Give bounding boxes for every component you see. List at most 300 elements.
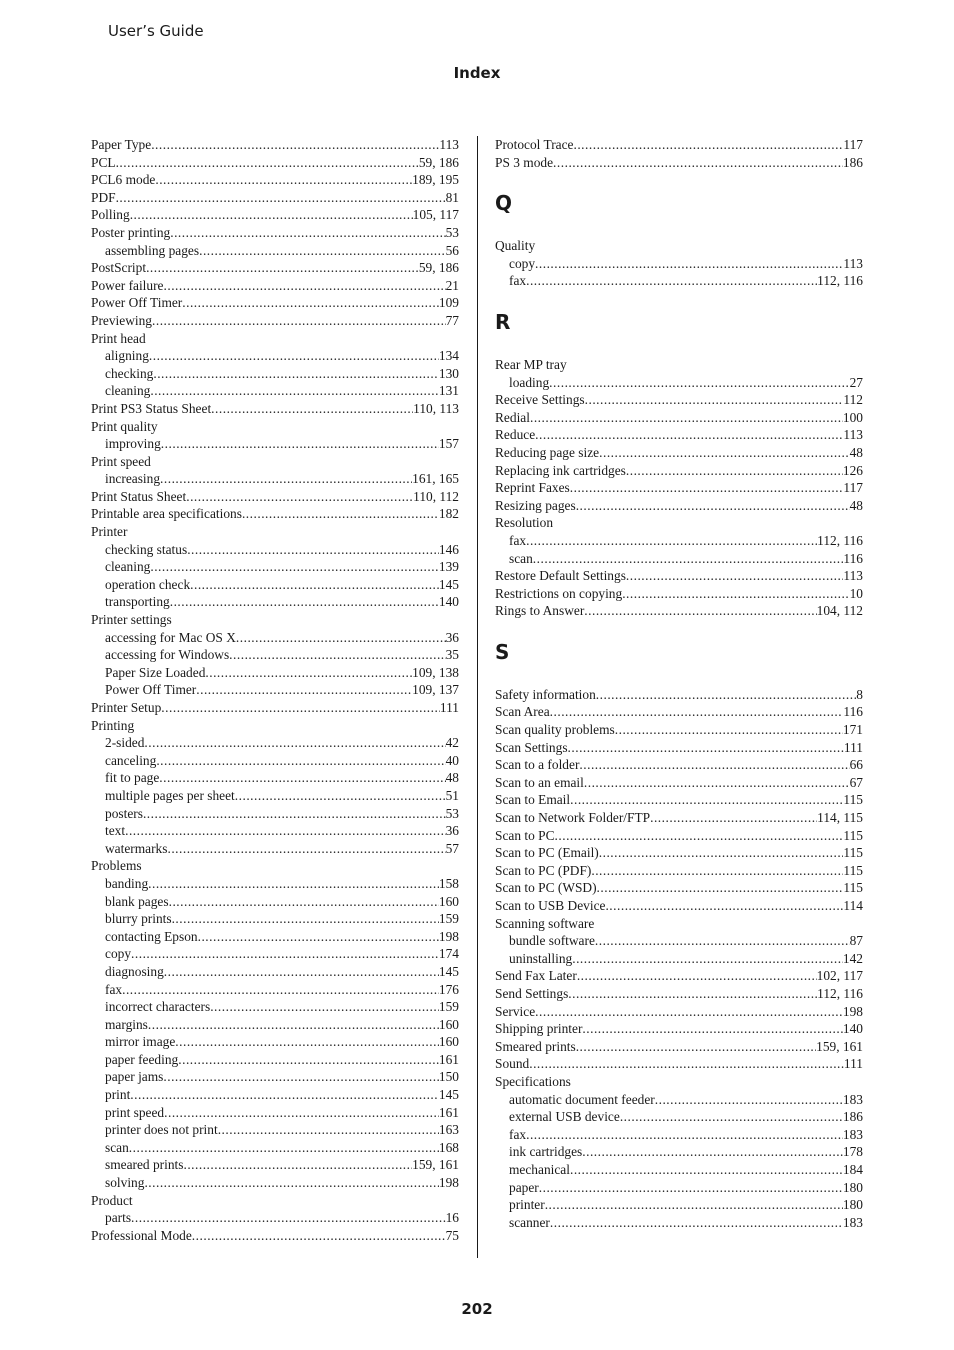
index-term: copy	[509, 255, 536, 271]
index-term: Power Off Timer	[105, 682, 197, 698]
index-page-refs: 183	[842, 1126, 863, 1142]
dot-leader	[650, 809, 817, 827]
index-page-refs: 158	[438, 875, 459, 891]
index-subentry	[495, 1214, 863, 1232]
index-term: diagnosing	[105, 963, 164, 979]
index-page-refs: 115	[843, 880, 863, 896]
index-entry	[495, 862, 863, 880]
index-entry	[495, 686, 863, 704]
index-page-refs: 146	[438, 541, 459, 557]
dot-leader	[526, 532, 817, 550]
index-term: parts	[105, 1210, 132, 1226]
index-page-refs: 161, 165	[412, 471, 459, 487]
index-page-refs: 53	[445, 224, 459, 240]
dot-leader	[622, 585, 849, 603]
dot-leader	[535, 1003, 843, 1021]
dot-leader	[530, 409, 843, 427]
index-subentry	[91, 681, 459, 699]
index-term: cleaning	[105, 383, 151, 399]
index-subentry	[91, 1209, 459, 1227]
index-entry	[495, 809, 863, 827]
index-term: transporting	[105, 594, 170, 610]
dot-leader	[148, 875, 439, 893]
index-subentry	[91, 1156, 459, 1174]
index-term: Specifications	[495, 1073, 571, 1089]
index-term: Scan to an email	[495, 774, 584, 790]
index-term: scanner	[509, 1214, 550, 1230]
dot-leader	[597, 879, 844, 897]
dot-leader	[526, 1126, 843, 1144]
index-entry	[495, 426, 863, 444]
index-term: Power Off Timer	[91, 295, 183, 311]
dot-leader	[151, 136, 439, 154]
dot-leader	[570, 791, 843, 809]
index-subentry	[91, 1139, 459, 1157]
index-page-refs: 77	[445, 312, 459, 328]
index-page-refs: 161	[438, 1104, 459, 1120]
dot-leader	[655, 1091, 843, 1109]
index-page-refs: 160	[438, 893, 459, 909]
index-page-refs: 8	[856, 686, 863, 702]
index-term: Redial	[495, 409, 530, 425]
index-entry	[495, 827, 863, 845]
dot-leader	[129, 1139, 439, 1157]
index-term: Protocol Trace	[495, 137, 574, 152]
index-page-refs: 157	[438, 436, 459, 452]
index-term: watermarks	[105, 840, 168, 856]
index-entry	[495, 844, 863, 862]
index-page-refs: 115	[843, 845, 863, 861]
guide-title: User’s Guide	[108, 22, 204, 40]
index-page-refs: 145	[438, 576, 459, 592]
index-subentry	[91, 840, 459, 858]
index-term: fax	[509, 273, 527, 289]
index-term: scan	[509, 550, 533, 566]
dot-leader	[573, 136, 843, 154]
dot-leader	[130, 1086, 439, 1104]
index-subentry	[495, 1196, 863, 1214]
index-term: fit to page	[105, 770, 160, 786]
dot-leader	[183, 1156, 412, 1174]
index-term: assembling pages	[105, 242, 200, 258]
dot-leader	[584, 602, 816, 620]
dot-leader	[626, 462, 843, 480]
index-entry	[495, 444, 863, 462]
index-page-refs: 115	[843, 827, 863, 843]
index-entry	[495, 1038, 863, 1056]
index-subentry	[91, 752, 459, 770]
dot-leader	[605, 897, 843, 915]
index-term: Resolution	[495, 515, 554, 531]
dot-leader	[591, 862, 843, 880]
dot-leader	[596, 686, 857, 704]
index-term: Resizing pages	[495, 497, 576, 513]
index-term: print speed	[105, 1104, 165, 1120]
index-page-refs: 114	[843, 898, 863, 913]
index-term: printer	[509, 1197, 545, 1213]
index-letter-heading: Q	[495, 191, 513, 216]
index-term: fax	[509, 532, 527, 548]
index-subentry	[495, 1091, 863, 1109]
dot-leader	[585, 391, 844, 409]
index-subentry	[91, 1121, 459, 1139]
index-term: operation check	[105, 576, 191, 592]
index-page-refs: 48	[849, 497, 863, 513]
dot-leader	[160, 470, 412, 488]
index-column-right	[495, 136, 863, 1231]
index-page-refs: 117	[843, 480, 863, 496]
index-term: Printer	[91, 524, 128, 540]
index-page-refs: 109	[438, 295, 459, 311]
dot-leader	[192, 1227, 446, 1245]
index-page-refs: 178	[842, 1144, 863, 1160]
index-term: Quality	[495, 238, 536, 254]
index-term: Scan to PC	[495, 827, 555, 843]
index-subentry	[91, 893, 459, 911]
index-entry	[495, 985, 863, 1003]
index-subentry	[91, 593, 459, 611]
index-page-refs: 57	[445, 840, 459, 856]
dot-leader	[199, 242, 446, 260]
dot-leader	[218, 1121, 439, 1139]
index-page-refs: 51	[445, 787, 459, 803]
index-term: Send Fax Later	[495, 968, 577, 984]
index-term: Power failure	[91, 277, 164, 293]
index-entry	[91, 400, 459, 418]
index-page-refs: 102, 117	[816, 968, 863, 984]
index-page-refs: 35	[445, 647, 459, 663]
dot-leader	[116, 154, 419, 172]
index-page-refs: 163	[438, 1122, 459, 1138]
dot-leader	[615, 721, 843, 739]
index-term: Printing	[91, 717, 135, 733]
dot-leader	[178, 1051, 439, 1069]
dot-leader	[122, 981, 439, 999]
index-subentry	[495, 255, 863, 273]
index-entry	[495, 1073, 863, 1091]
index-page-refs: 36	[445, 629, 459, 645]
dot-leader	[182, 294, 439, 312]
dot-leader	[175, 1033, 439, 1051]
index-entry	[495, 237, 863, 255]
index-page-refs: 111	[843, 739, 863, 755]
index-term: loading	[509, 374, 550, 390]
index-page-refs: 48	[445, 770, 459, 786]
index-page-refs: 159, 161	[412, 1157, 459, 1173]
index-page-refs: 105, 117	[412, 207, 459, 223]
index-term: smeared prints	[105, 1157, 184, 1173]
dot-leader	[235, 787, 446, 805]
dot-leader	[198, 928, 439, 946]
index-subentry	[495, 272, 863, 290]
index-subentry	[91, 365, 459, 383]
index-subentry	[91, 242, 459, 260]
index-subentry	[91, 1086, 459, 1104]
index-term: Print PS3 Status Sheet	[91, 400, 212, 416]
index-entry	[495, 356, 863, 374]
index-entry	[495, 1055, 863, 1073]
index-page-refs: 110, 112	[413, 488, 459, 504]
index-term: accessing for Mac OS X	[105, 629, 236, 645]
index-entry	[495, 879, 863, 897]
dot-leader	[186, 488, 413, 506]
dot-leader	[236, 629, 446, 647]
index-page-refs: 131	[438, 383, 459, 399]
index-term: PCL6 mode	[91, 172, 156, 188]
index-subentry	[495, 374, 863, 392]
index-page-refs: 184	[842, 1161, 863, 1177]
dot-leader	[576, 497, 850, 515]
index-subentry	[91, 382, 459, 400]
index-entry	[91, 717, 459, 735]
dot-leader	[535, 426, 843, 444]
dot-leader	[125, 822, 446, 840]
index-subentry	[495, 1179, 863, 1197]
index-term: checking	[105, 365, 154, 381]
index-entry	[495, 479, 863, 497]
index-subentry	[91, 787, 459, 805]
index-term: Rings to Answer	[495, 603, 585, 619]
index-term: solving	[105, 1175, 145, 1191]
index-page-refs: 36	[445, 823, 459, 839]
dot-leader	[131, 1209, 446, 1227]
column-divider	[477, 136, 478, 1258]
dot-leader	[535, 255, 843, 273]
index-page-refs: 112, 116	[817, 532, 863, 548]
index-term: Smeared prints	[495, 1038, 576, 1054]
index-subentry	[91, 1051, 459, 1069]
index-term: uninstalling	[509, 950, 573, 966]
index-term: margins	[105, 1016, 148, 1032]
index-page-refs: 142	[842, 950, 863, 966]
index-term: Reduce	[495, 427, 536, 443]
dot-leader	[211, 400, 413, 418]
index-term: Reducing page size	[495, 444, 600, 460]
index-page-refs: 176	[438, 981, 459, 997]
index-entry	[91, 259, 459, 277]
dot-leader	[169, 893, 439, 911]
index-term: accessing for Windows	[105, 647, 230, 663]
index-page-refs: 115	[843, 862, 863, 878]
index-subentry	[91, 734, 459, 752]
index-term: copy	[105, 946, 132, 962]
index-term: Scan quality problems	[495, 722, 615, 738]
index-term: Service	[495, 1003, 536, 1019]
index-subentry	[91, 910, 459, 928]
dot-leader	[163, 1068, 439, 1086]
index-subentry	[91, 981, 459, 999]
index-term: Reprint Faxes	[495, 480, 570, 496]
index-term: Print Status Sheet	[91, 488, 187, 504]
index-term: print	[105, 1087, 131, 1103]
index-page-refs: 115	[843, 792, 863, 808]
index-subentry	[91, 646, 459, 664]
dot-leader	[550, 1214, 843, 1232]
index-entry	[495, 756, 863, 774]
index-term: Printable area specifications	[91, 506, 242, 522]
dot-leader	[153, 365, 439, 383]
index-page-refs: 130	[438, 365, 459, 381]
index-entry	[91, 523, 459, 541]
dot-leader	[242, 505, 439, 523]
index-page-refs: 145	[438, 1087, 459, 1103]
index-subentry	[495, 532, 863, 550]
index-page-refs: 160	[438, 1016, 459, 1032]
index-page-refs: 161	[438, 1051, 459, 1067]
index-term: external USB device	[509, 1109, 620, 1125]
index-page-refs: 183	[842, 1214, 863, 1230]
index-term: canceling	[105, 752, 157, 768]
index-term: aligning	[105, 348, 149, 364]
index-term: Poster printing	[91, 224, 171, 240]
index-page-refs: 16	[445, 1210, 459, 1226]
index-term: bundle software	[509, 933, 595, 949]
index-page-refs: 112	[843, 392, 863, 408]
dot-leader	[161, 435, 439, 453]
index-page-refs: 56	[445, 242, 459, 258]
index-term: Scan Area	[495, 704, 550, 720]
index-page-refs: 171	[842, 722, 863, 738]
index-page-refs: 109, 137	[412, 682, 459, 698]
dot-leader	[170, 224, 445, 242]
dot-leader	[146, 259, 419, 277]
index-page-refs: 112, 116	[817, 273, 863, 289]
index-subentry	[91, 664, 459, 682]
index-term: PS 3 mode	[495, 154, 554, 170]
dot-leader	[529, 1055, 844, 1073]
index-term: Scan to USB Device	[495, 898, 606, 913]
index-entry	[495, 154, 863, 172]
index-term: Product	[91, 1192, 133, 1208]
dot-leader	[539, 1179, 843, 1197]
dot-leader	[150, 382, 439, 400]
index-subentry	[495, 550, 863, 568]
index-page-refs: 126	[842, 462, 863, 478]
index-subentry	[495, 1126, 863, 1144]
index-entry	[91, 488, 459, 506]
index-entry	[91, 1227, 459, 1245]
dot-leader	[164, 963, 439, 981]
index-term: posters	[105, 805, 143, 821]
dot-leader	[599, 444, 849, 462]
index-term: Scan to PC (WSD)	[495, 880, 597, 896]
index-term: text	[105, 823, 126, 839]
index-entry	[91, 206, 459, 224]
index-page-refs: 159	[438, 999, 459, 1015]
index-page-refs: 110, 113	[413, 400, 459, 416]
index-term: blank pages	[105, 893, 169, 909]
index-subentry	[91, 822, 459, 840]
index-term: Scan to PC (Email)	[495, 845, 599, 861]
dot-leader	[155, 171, 412, 189]
index-term: cleaning	[105, 559, 151, 575]
index-letter-heading: S	[495, 639, 510, 664]
index-subentry	[91, 945, 459, 963]
index-term: Scan to Network Folder/FTP	[495, 810, 651, 826]
index-subentry	[91, 998, 459, 1016]
dot-leader	[159, 769, 445, 787]
index-page-refs: 21	[445, 277, 459, 293]
index-term: Scanning software	[495, 915, 595, 931]
index-page-refs: 113	[843, 255, 863, 271]
index-term: Scan Settings	[495, 739, 568, 755]
index-subentry	[91, 963, 459, 981]
dot-leader	[164, 277, 446, 295]
index-subentry	[91, 576, 459, 594]
index-page-refs: 160	[438, 1034, 459, 1050]
index-page-refs: 140	[842, 1021, 863, 1037]
dot-leader	[131, 945, 439, 963]
index-entry	[495, 602, 863, 620]
index-page-refs: 109, 138	[412, 664, 459, 680]
index-page-refs: 159, 161	[816, 1038, 863, 1054]
index-page-refs: 186	[842, 1109, 863, 1125]
dot-leader	[582, 1020, 843, 1038]
dot-leader	[172, 910, 439, 928]
index-page-refs: 113	[843, 568, 863, 584]
dot-leader	[156, 752, 445, 770]
index-term: blurry prints	[105, 911, 172, 927]
dot-leader	[196, 681, 412, 699]
dot-leader	[584, 774, 850, 792]
index-term: PCL	[91, 154, 116, 170]
index-term: banding	[105, 875, 149, 891]
index-term: Problems	[91, 858, 142, 874]
dot-leader	[555, 827, 844, 845]
index-page-refs: 113	[439, 137, 459, 152]
dot-leader	[144, 734, 445, 752]
index-entry	[91, 330, 459, 348]
index-entry	[91, 294, 459, 312]
index-entry	[91, 453, 459, 471]
index-term: PostScript	[91, 260, 147, 276]
index-page-refs: 42	[445, 735, 459, 751]
dot-leader	[167, 840, 445, 858]
index-page-refs: 198	[438, 1175, 459, 1191]
index-page-refs: 81	[445, 189, 459, 205]
dot-leader	[568, 739, 844, 757]
index-term: Scan to Email	[495, 792, 571, 808]
index-subentry	[91, 875, 459, 893]
index-entry	[495, 915, 863, 933]
index-letter-heading: R	[495, 309, 511, 334]
page-number: 202	[461, 1300, 493, 1318]
index-entry	[91, 611, 459, 629]
index-entry	[495, 774, 863, 792]
index-entry	[495, 739, 863, 757]
dot-leader	[190, 576, 439, 594]
index-term: Printer settings	[91, 612, 172, 628]
index-term: Scan to a folder	[495, 757, 580, 773]
index-entry	[495, 497, 863, 515]
dot-leader	[149, 347, 439, 365]
index-page-refs: 113	[843, 427, 863, 443]
index-term: fax	[509, 1126, 527, 1142]
index-term: fax	[105, 981, 123, 997]
index-page-refs: 117	[843, 137, 863, 152]
index-page-refs: 116	[843, 550, 863, 566]
index-page-refs: 198	[438, 928, 459, 944]
dot-leader	[161, 699, 440, 717]
index-entry	[91, 418, 459, 436]
index-page-refs: 198	[842, 1003, 863, 1019]
dot-leader	[572, 950, 843, 968]
index-subentry	[91, 1016, 459, 1034]
index-subentry	[91, 347, 459, 365]
index-term: increasing	[105, 471, 161, 487]
index-page-refs: 59, 186	[418, 154, 459, 170]
index-page-refs: 134	[438, 348, 459, 364]
